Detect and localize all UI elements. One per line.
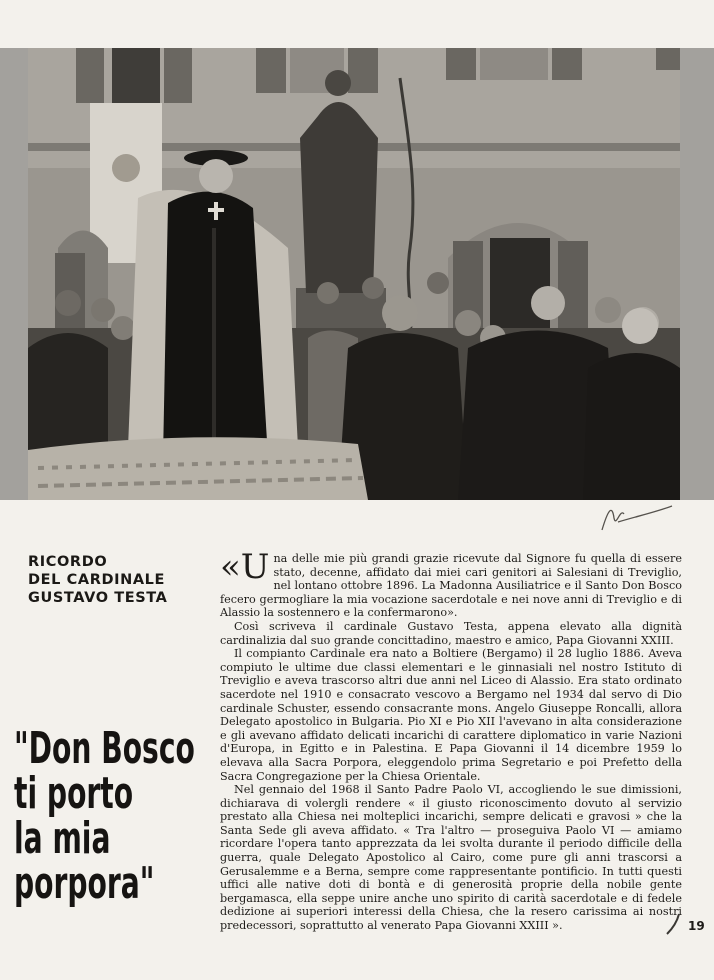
article-paragraph	[220, 547, 682, 620]
headline-line: ti porto	[14, 768, 134, 819]
article-paragraph: Nel gennaio del 1968 il Santo Padre Paolo VI, accogliendo le sue dimissioni, dichiarava di volergli rendere « il giusto riconoscimento dovuto al servizio prestato alla Chiesa nei molteplici incarichi, sempre delicati e gravosi » che la Santa Sede gli aveva affidato. « Tra l'altro — proseguiva Paolo VI — amiamo ricordare l'opera tanto apprezzata da lei svolta durante il periodo difficile della guerra, quale Delegato Apostolico al Cairo, come pure gli anni trascorsi a Gerusalemme e a Berna, sempre come rappresentante pontificio. In tutti questi uffici alle native doti di bontà e di generosità proprie della nobile gente bergamasca, ella seppe unire anche uno spirito di carità sacerdotale e di fedele dedizione ai superiori interessi della Chiesa, che la resero carissima ai nostri predecessori, soprattutto al venerato Papa Giovanni XXIII ».	[220, 783, 682, 933]
article-body	[220, 547, 682, 933]
right-margin-band	[680, 48, 714, 500]
headline-line: la mia	[14, 813, 111, 864]
headline-line: "Don Bosco	[14, 723, 195, 774]
article-paragraph: Il compianto Cardinale era nato a Boltiere (Bergamo) il 28 luglio 1886. Aveva compiuto le ultime due classi elementari e le ginnasiali nel nostro Istituto di Treviglio e aveva trascorso altri due anni nel Liceo di Alassio. Era stato ordinato sacerdote nel 1910 e consacrato vescovo a Bergamo nel 1934 dal servo di Dio cardinale Schuster, essendo consacrante mons. Angelo Giuseppe Roncalli, allora Delegato apostolico in Bulgaria. Pio XI e Pio XII l'avevano in alta considerazione e gli avevano affidato delicati incarichi di carattere diplomatico in varie Nazioni d'Europa, in Egitto e in Palestina. E Papa Giovanni il 14 dicembre 1959 lo elevava alla Sacra Porpora, eleggendolo prima Segretario e poi Prefetto della Sacra Congregazione per la Chiesa Orientale.	[220, 647, 682, 783]
article-paragraph: Così scriveva il cardinale Gustavo Testa, appena elevato alla dignità cardinalizia dal suo grande concittadino, maestro e amico, Papa Giovanni XXIII.	[220, 619, 682, 647]
page-number: 19	[688, 919, 705, 933]
pen-mark	[665, 912, 685, 936]
kicker-line: GUSTAVO TESTA	[28, 590, 168, 606]
article-kicker	[28, 553, 208, 607]
drop-cap: «U	[220, 547, 270, 587]
cardinal-photo	[28, 48, 680, 500]
headline-line: porpora"	[14, 858, 155, 909]
left-margin-band	[0, 48, 28, 500]
kicker-line: RICORDO	[28, 554, 108, 570]
paragraph-text: na delle mie più grandi grazie ricevute dal Signore fu quella di essere stato, decenne, affidato dai miei cari genitori ai Salesiani di Treviglio, nel lontano ottobre 1896. La Madonna Ausiliatrice e il Santo Don Bosco fecero germogliare la mia vocazione sacerdotale e nei nove anni di Treviglio e di Alassio la sostennero e la confermarono».	[220, 552, 682, 620]
handwritten-mark	[598, 500, 678, 540]
kicker-line: DEL CARDINALE	[28, 572, 165, 588]
article-headline	[14, 723, 195, 909]
